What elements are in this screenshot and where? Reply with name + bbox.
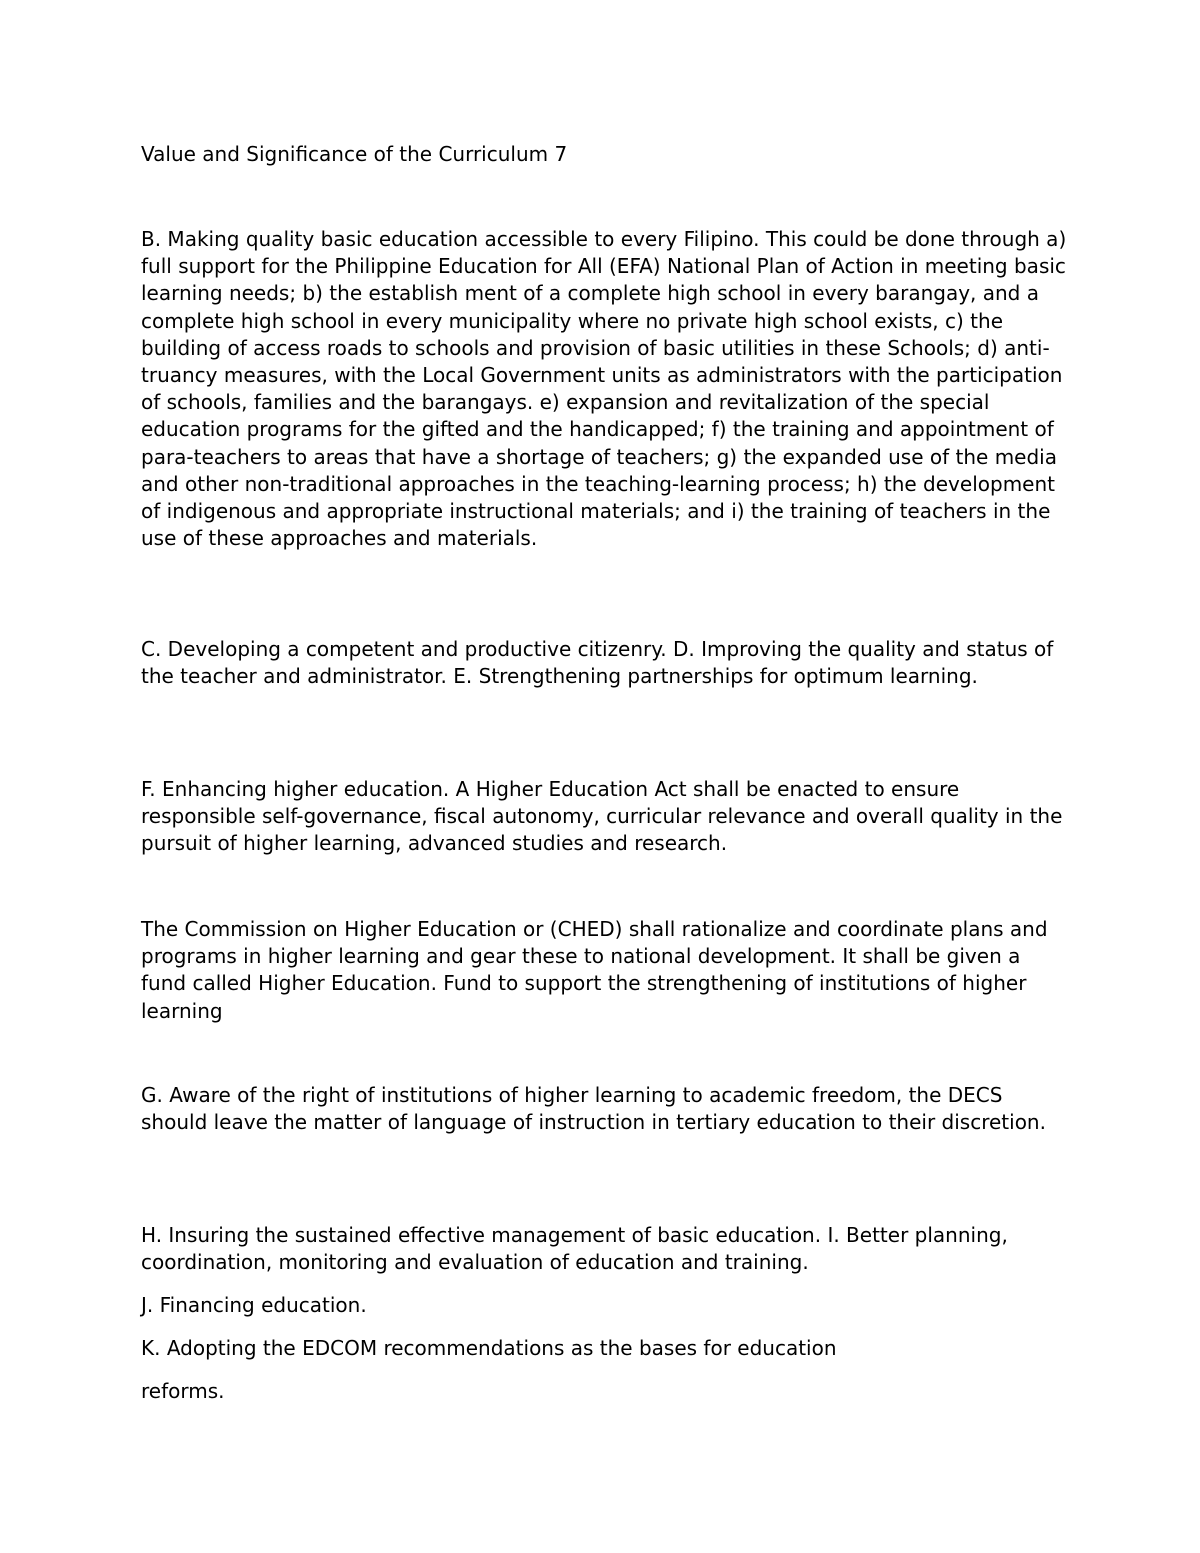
paragraph-h-i-management: H. Insuring the sustained effective management of basic education. I. Better planning, coordination, monitoring and evaluation of education and training. [141, 1223, 1008, 1275]
paragraph-g-academic-freedom: G. Aware of the right of institutions of higher learning to academic freedom, the DECS should leave the matter of language of instruction in tertiary education to their discretion. [141, 1083, 1046, 1135]
paragraph-c-d-e: C. Developing a competent and productive citizenry. D. Improving the quality and status of the teacher and administrator. E. Strengthening partnerships for optimum learning. [141, 637, 1054, 689]
paragraph-k-edcom: K. Adopting the EDCOM recommendations as the bases for education [141, 1336, 837, 1360]
paragraph-k-continuation: reforms. [141, 1379, 225, 1403]
paragraph-ched: The Commission on Higher Education or (CHED) shall rationalize and coordinate plans and programs in higher learning and gear these to national development. It shall be given a fund called Higher Education. Fund to support the strengthening of institutions of higher learning [141, 917, 1048, 1023]
paragraph-j-financing: J. Financing education. [141, 1293, 367, 1317]
paragraph-b-basic-education: B. Making quality basic education accessible to every Filipino. This could be done through a) full support for the Philippine Education for All (EFA) National Plan of Action in meeting basic learning needs; b) the establish ment of a complete high school in every barangay, and a complete high school in every municipality where no private high school exists, c) the building of access roads to schools and provision of basic utilities in these Schools; d) anti-truancy measures, with the Local Government units as administrators with the participation of schools, families and the barangays. e) expansion and revitalization of the special education programs for the gifted and the handicapped; f) the training and appointment of para-teachers to areas that have a shortage of teachers; g) the expanded use of the media and other non-traditional approaches in the teaching-learning process; h) the development of indigenous and appropriate instructional materials; and i) the training of teachers in the use of these approaches and materials. [141, 227, 1067, 551]
document-title: Value and Significance of the Curriculum 7 [141, 142, 568, 166]
paragraph-f-higher-education: F. Enhancing higher education. A Higher Education Act shall be enacted to ensure responsible self-governance, fiscal autonomy, curricular relevance and overall quality in the pursuit of higher learning, advanced studies and research. [141, 777, 1063, 856]
